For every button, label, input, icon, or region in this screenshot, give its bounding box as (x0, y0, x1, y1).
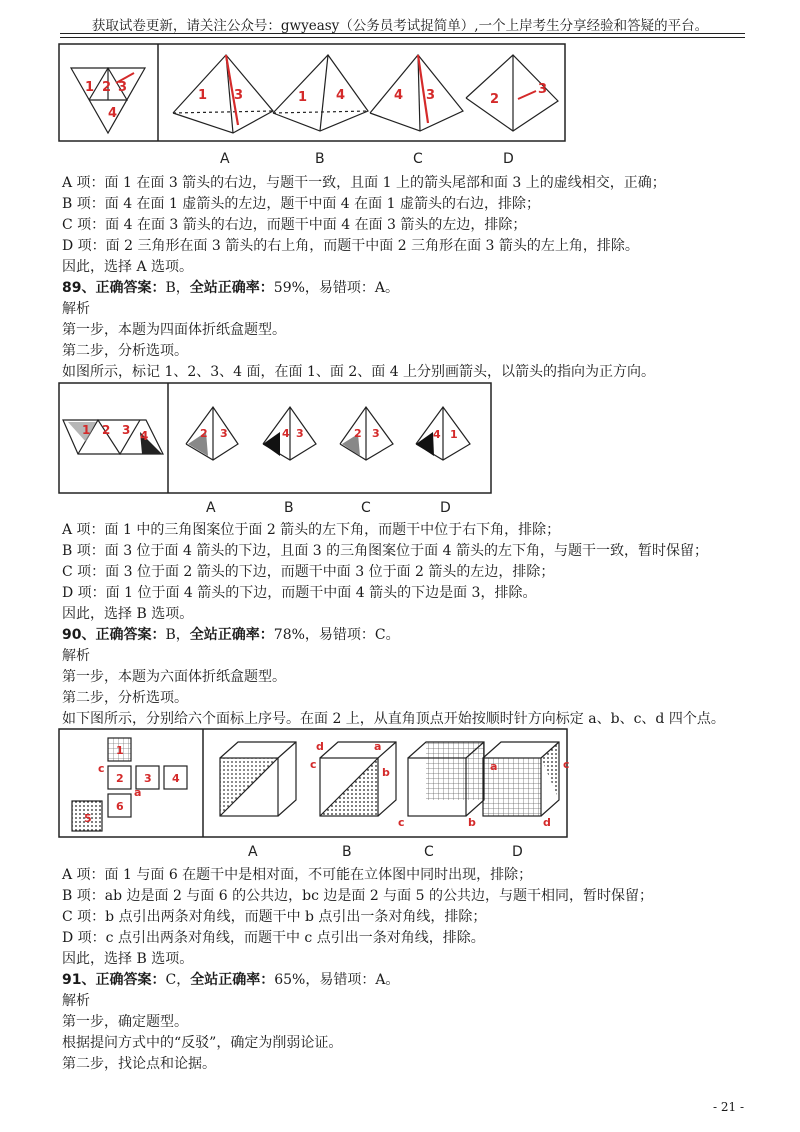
a-num-2: 3 (220, 427, 228, 440)
net-label-4: 4 (140, 429, 149, 443)
page-header: 获取试卷更新，请关注公众号：gwyeasy（公务员考试捉简单）,一个上岸考生分享经验和答疑的平台。 (91, 18, 709, 34)
q91-line: 解析 (62, 993, 90, 1009)
q88-line: 因此，选择 A 选项。 (62, 259, 194, 275)
d-num-1: 4 (433, 428, 441, 441)
q90-header: 90、正确答案：B，全站正确率：78%，易错项：C。 (62, 627, 400, 643)
fig1-label-a: A (220, 151, 230, 167)
net-label-6: 6 (116, 800, 124, 813)
q91-line: 第一步，确定题型。 (62, 1014, 188, 1030)
d-num-2: 1 (450, 428, 458, 441)
page-number: - 21 - (712, 1100, 744, 1114)
a-num-1: 2 (200, 427, 208, 440)
point-d: d (316, 740, 324, 753)
fig1-label-c: C (413, 151, 423, 167)
c-num-1: 4 (394, 88, 404, 103)
option-c-pyramid (340, 407, 393, 460)
q89-after-line: A 项：面 1 中的三角图案位于面 2 箭头的左下角，而题干中位于右下角，排除； (62, 522, 561, 538)
option-b-pyramid (273, 55, 368, 131)
net-label-2: 2 (102, 423, 111, 437)
q90-after-line: A 项：面 1 与面 6 在题干中是相对面，不可能在立体图中同时出现，排除； (62, 867, 533, 883)
net-label-5: 5 (84, 812, 92, 825)
q89-line: 第二步，分析选项。 (62, 343, 188, 359)
fig1-label-b: B (315, 151, 325, 167)
c-num-2: 3 (372, 427, 380, 440)
net-label-3: 3 (144, 772, 152, 785)
fig3-label-a: A (248, 844, 258, 860)
fig1-label-d: D (503, 151, 514, 167)
a-num-2: 3 (234, 88, 244, 103)
point-b: b (468, 816, 476, 829)
q91-line: 根据提问方式中的“反驳”，确定为削弱论证。 (62, 1035, 343, 1051)
net-label-3: 3 (122, 423, 131, 437)
point-c: c (98, 762, 105, 775)
c-num-2: 3 (426, 88, 436, 103)
q88-line: C 项：面 4 在面 3 箭头的右边，而题干中面 4 在面 3 箭头的左边，排除； (62, 217, 527, 233)
net-label-4: 4 (172, 772, 180, 785)
q89-header: 89、正确答案：B，全站正确率：59%，易错项：A。 (62, 280, 400, 296)
q90-after-line: D 项：c 点引出两条对角线，而题干中 c 点引出一条对角线，排除。 (62, 930, 485, 946)
header-rule (60, 33, 745, 34)
net-label-1: 1 (82, 423, 91, 437)
point-d: d (543, 816, 551, 829)
fig2-label-d: D (440, 500, 451, 516)
q88-line: A 项：面 1 在面 3 箭头的右边，与题干一致，且面 1 上的箭头尾部和面 3 上的虚线相交，正确； (62, 175, 666, 191)
point-a: a (134, 786, 142, 799)
fig2-label-a: A (206, 500, 216, 516)
option-a-pyramid (173, 55, 273, 133)
net-label-1: 1 (85, 80, 95, 95)
option-d-pyramid (416, 407, 470, 460)
fig3-label-b: B (342, 844, 352, 860)
d-num-1: 2 (490, 92, 500, 107)
a-num-1: 1 (198, 88, 208, 103)
figure-2-tetrahedron-options (58, 382, 498, 517)
fig2-label-c: C (361, 500, 371, 516)
point-c: c (310, 758, 317, 771)
q89-line: 解析 (62, 301, 90, 317)
c-num-1: 2 (354, 427, 362, 440)
q89-after-line: B 项：面 3 位于面 4 箭头的下边，且面 3 的三角图案位于面 4 箭头的左下角，与题干一致，暂时保留； (62, 543, 708, 559)
q90-line: 解析 (62, 648, 90, 664)
b-num-2: 4 (336, 88, 346, 103)
q89-line: 如图所示，标记 1、2、3、4 面，在面 1、面 2、面 4 上分别画箭头，以箭头的指向为正方向。 (62, 364, 656, 380)
net-triangle (71, 68, 145, 133)
net-label-2: 2 (116, 772, 124, 785)
q90-line: 第一步，本题为六面体折纸盒题型。 (62, 669, 286, 685)
fig3-label-c: C (424, 844, 434, 860)
option-a-pyramid (186, 407, 238, 460)
fig3-label-d: D (512, 844, 523, 860)
b-num-2: 3 (296, 427, 304, 440)
net-label-2: 2 (102, 80, 112, 95)
q89-after-line: 因此，选择 B 选项。 (62, 606, 194, 622)
q89-after-line: D 项：面 1 位于面 4 箭头的下边，而题干中面 4 箭头的下边是面 3，排除。 (62, 585, 537, 601)
figure-1-tetrahedron-options (58, 43, 568, 168)
net-label-4: 4 (108, 106, 118, 121)
net-label-3: 3 (118, 80, 128, 95)
q90-line: 如下图所示，分别给六个面标上序号。在面 2 上，从直角顶点开始按顺时针方向标定 a、b、c、d 四个点。 (62, 711, 725, 727)
point-c: c (398, 816, 405, 829)
q91-line: 第二步，找论点和论据。 (62, 1056, 216, 1072)
q90-after-line: B 项：ab 边是面 2 与面 6 的公共边，bc 边是面 2 与面 5 的公共边，与题干相同，暂时保留； (62, 888, 653, 904)
point-a: a (490, 760, 498, 773)
fig2-label-b: B (284, 500, 294, 516)
q88-line: B 项：面 4 在面 1 虚箭头的左边，题干中面 4 在面 1 虚箭头的右边，排除； (62, 196, 540, 212)
point-b: b (382, 766, 390, 779)
q90-after-line: C 项：b 点引出两条对角线，而题干中 b 点引出一条对角线，排除； (62, 909, 487, 925)
point-a: a (374, 740, 382, 753)
net-label-1: 1 (116, 744, 124, 757)
b-num-1: 4 (282, 427, 290, 440)
d-num-2: 3 (538, 82, 548, 97)
option-c-pyramid (370, 55, 463, 131)
q89-after-line: C 项：面 3 位于面 2 箭头的下边，而题干中面 3 位于面 2 箭头的左边，排除； (62, 564, 555, 580)
q91-header: 91、正确答案：C，全站正确率：65%，易错项：A。 (62, 972, 400, 988)
b-num-1: 1 (298, 90, 308, 105)
q90-after-line: 因此，选择 B 选项。 (62, 951, 194, 967)
point-c: c (563, 758, 570, 771)
header-rule-thin (60, 37, 745, 38)
q90-line: 第二步，分析选项。 (62, 690, 188, 706)
figure-3-cube-options (58, 728, 578, 863)
q88-line: D 项：面 2 三角形在面 3 箭头的右上角，而题干中面 2 三角形在面 3 箭头的左上角，排除。 (62, 238, 639, 254)
q89-line: 第一步，本题为四面体折纸盒题型。 (62, 322, 286, 338)
